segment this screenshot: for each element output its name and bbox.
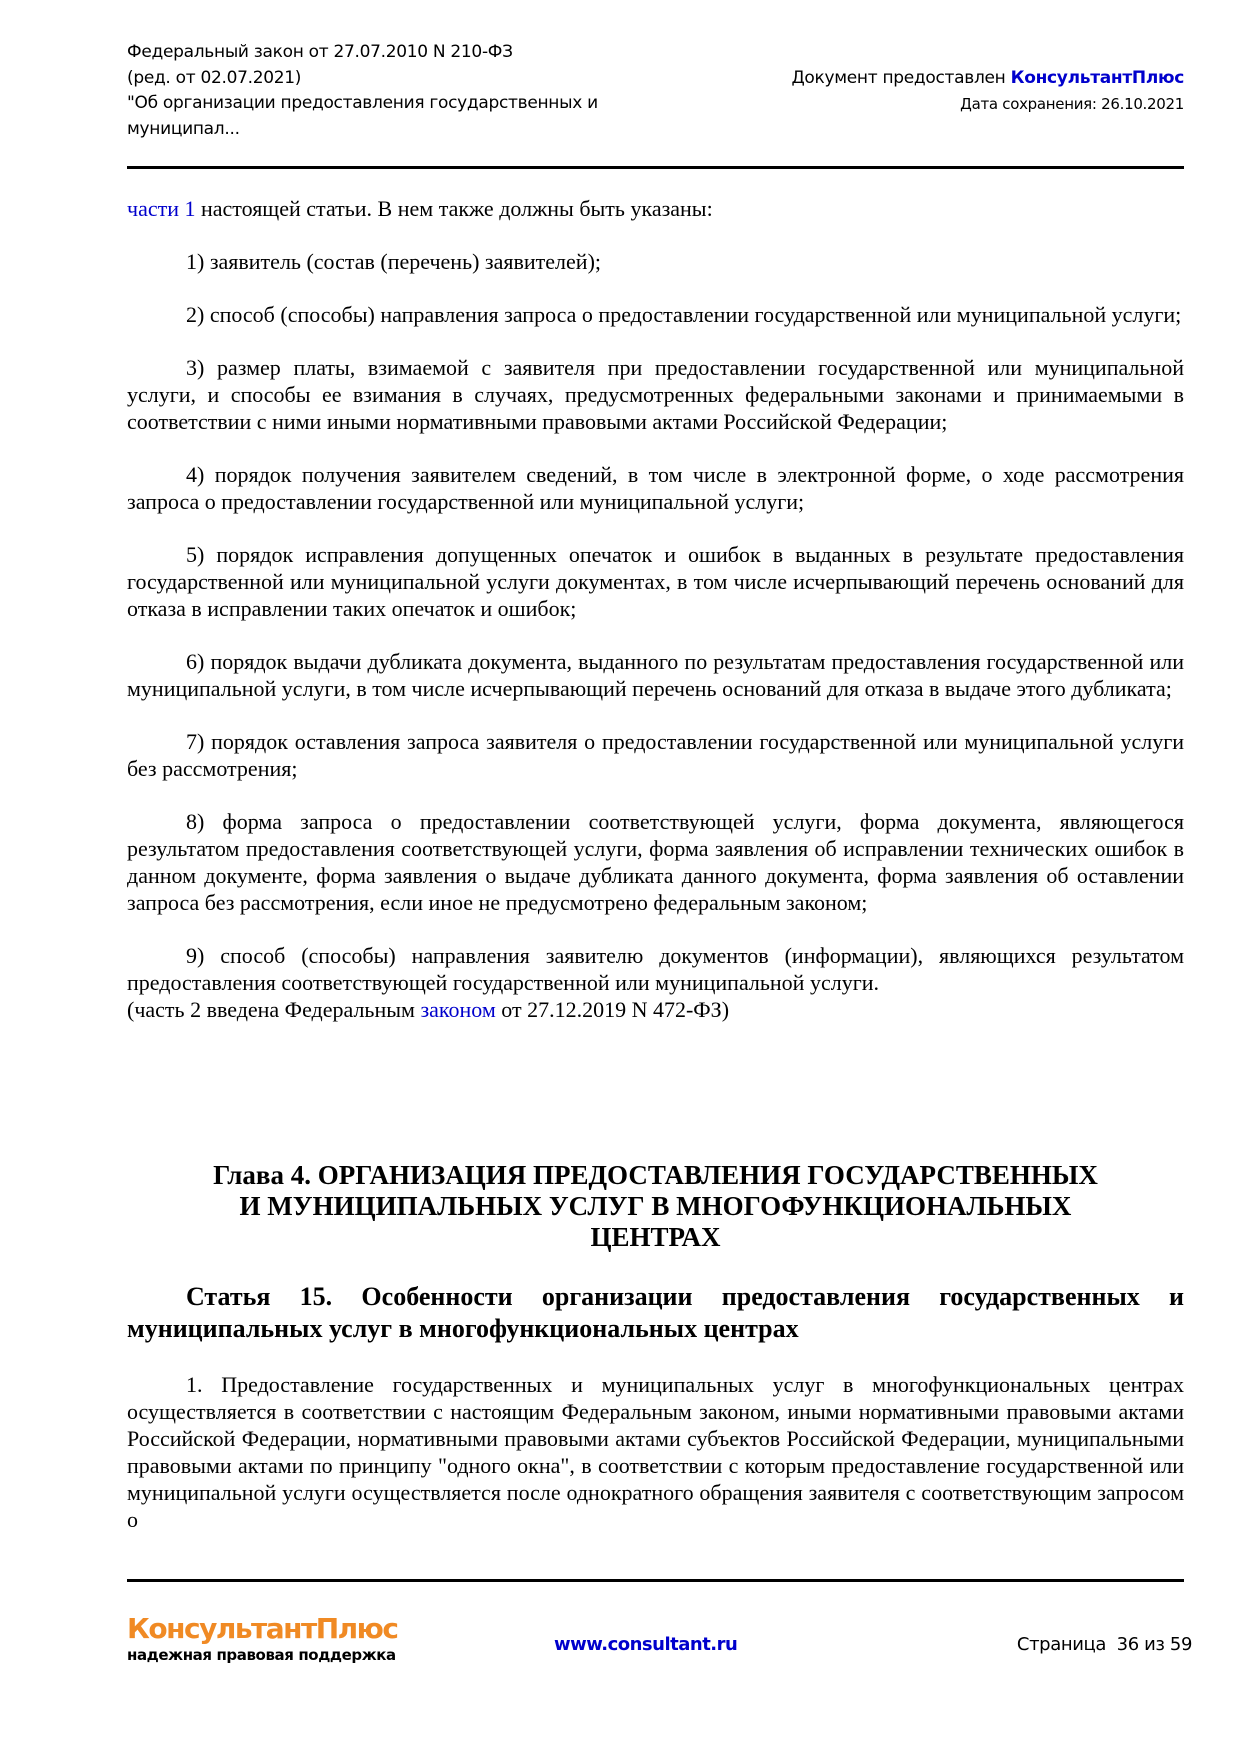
page-total: 59 — [1169, 1634, 1192, 1655]
article-heading: Статья 15. Особенности организации предоставления государственных и муниципальных услуг в многофункциональных центрах — [127, 1282, 1184, 1343]
note-text: от 27.12.2019 N 472-ФЗ) — [495, 997, 730, 1022]
doc-title-line: "Об организации предоставления государственных и — [127, 93, 598, 113]
list-item: 9) способ (способы) направления заявителю документов (информации), являющихся результатом предоставления соответствующей государственной или муниципальной услуги. — [127, 943, 1184, 995]
chapter-heading — [127, 1160, 1184, 1253]
page-current: 36 — [1116, 1634, 1139, 1655]
law-link[interactable]: законом — [420, 997, 496, 1022]
document-title — [127, 40, 687, 142]
document-body — [127, 195, 1184, 1049]
note-text: (часть 2 введена Федеральным — [127, 997, 421, 1022]
chapter-line: ЦЕНТРАХ — [590, 1222, 721, 1252]
header-divider — [127, 166, 1184, 169]
website-link[interactable]: www.consultant.ru — [554, 1634, 738, 1655]
saved-date: Дата сохранения: 26.10.2021 — [960, 94, 1184, 113]
amendment-note — [127, 996, 1184, 1023]
doc-title-line: Федеральный закон от 27.07.2010 N 210-ФЗ — [127, 42, 513, 62]
list-item: 4) порядок получения заявителем сведений, в том числе в электронной форме, о ходе рассмотрения запроса о предоставлении государственной или муниципальной услуги; — [127, 462, 1184, 514]
paragraph — [127, 195, 1184, 222]
chapter-line: Глава 4. ОРГАНИЗАЦИЯ ПРЕДОСТАВЛЕНИЯ ГОСУДАРСТВЕННЫХ — [213, 1160, 1098, 1190]
footer-divider — [127, 1579, 1184, 1582]
chapter-line: И МУНИЦИПАЛЬНЫХ УСЛУГ В МНОГОФУНКЦИОНАЛЬНЫХ — [239, 1191, 1072, 1221]
logo-name: КонсультантПлюс — [127, 1612, 398, 1645]
list-item: 6) порядок выдачи дубликата документа, выданного по результатам предоставления государственной или муниципальной услуги, в том числе исчерпывающий перечень оснований для отказа в выдаче этого дубликата; — [127, 649, 1184, 701]
brand-name: КонсультантПлюс — [1010, 68, 1184, 88]
list-item: 7) порядок оставления запроса заявителя о предоставлении государственной или муниципальной услуги без рассмотрения; — [127, 729, 1184, 781]
list-item: 2) способ (способы) направления запроса о предоставлении государственной или муниципальной услуги; — [186, 302, 1182, 327]
page-of: из — [1144, 1634, 1165, 1655]
provider-info — [791, 66, 1184, 117]
list-item: 8) форма запроса о предоставлении соответствующей услуги, форма документа, являющегося результатом предоставления соответствующей услуги, форма заявления об исправлении технических ошибок в данном документе, форма заявления о выдаче дубликата данного документа, форма заявления об оставлении запроса без рассмотрения, если иное не предусмотрено федеральным законом; — [127, 809, 1184, 915]
part-1-link[interactable]: части 1 — [127, 196, 196, 221]
logo-tagline: надежная правовая поддержка — [127, 1646, 396, 1664]
paragraph-text: настоящей статьи. В нем также должны быть указаны: — [195, 196, 713, 221]
page-label: Страница — [1016, 1634, 1106, 1655]
paragraph: 1. Предоставление государственных и муниципальных услуг в многофункциональных центрах осуществляется в соответствии с настоящим Федеральным законом, иными нормативными правовыми актами Российской Федерации, нормативными правовыми актами субъектов Российской Федерации, муниципальными правовыми актами по принципу "одного окна", в соответствии с которым предоставление государственной или муниципальной услуги осуществляется после однократного обращения заявителя с соответствующим запросом о — [127, 1372, 1184, 1532]
provided-by-label: Документ предоставлен — [791, 68, 1006, 88]
doc-title-line: (ред. от 02.07.2021) — [127, 67, 302, 88]
list-item: 3) размер платы, взимаемой с заявителя при предоставлении государственной или муниципальной услуги, и способы ее взимания в случаях, предусмотренных федеральными законами и принимаемыми в соответствии с ними иными нормативными правовыми актами Российской Федерации; — [127, 355, 1184, 434]
list-item: 1) заявитель (состав (перечень) заявителей); — [186, 249, 602, 274]
article-body — [127, 1371, 1184, 1533]
footer-logo — [127, 1612, 398, 1664]
list-item: 5) порядок исправления допущенных опечаток и ошибок в выданных в результате предоставления государственной или муниципальной услуги документах, в том числе исчерпывающий перечень оснований для отказа в исправлении таких опечаток и ошибок; — [127, 542, 1184, 621]
doc-title-line: муниципал... — [127, 118, 240, 139]
page-indicator — [1017, 1634, 1192, 1655]
